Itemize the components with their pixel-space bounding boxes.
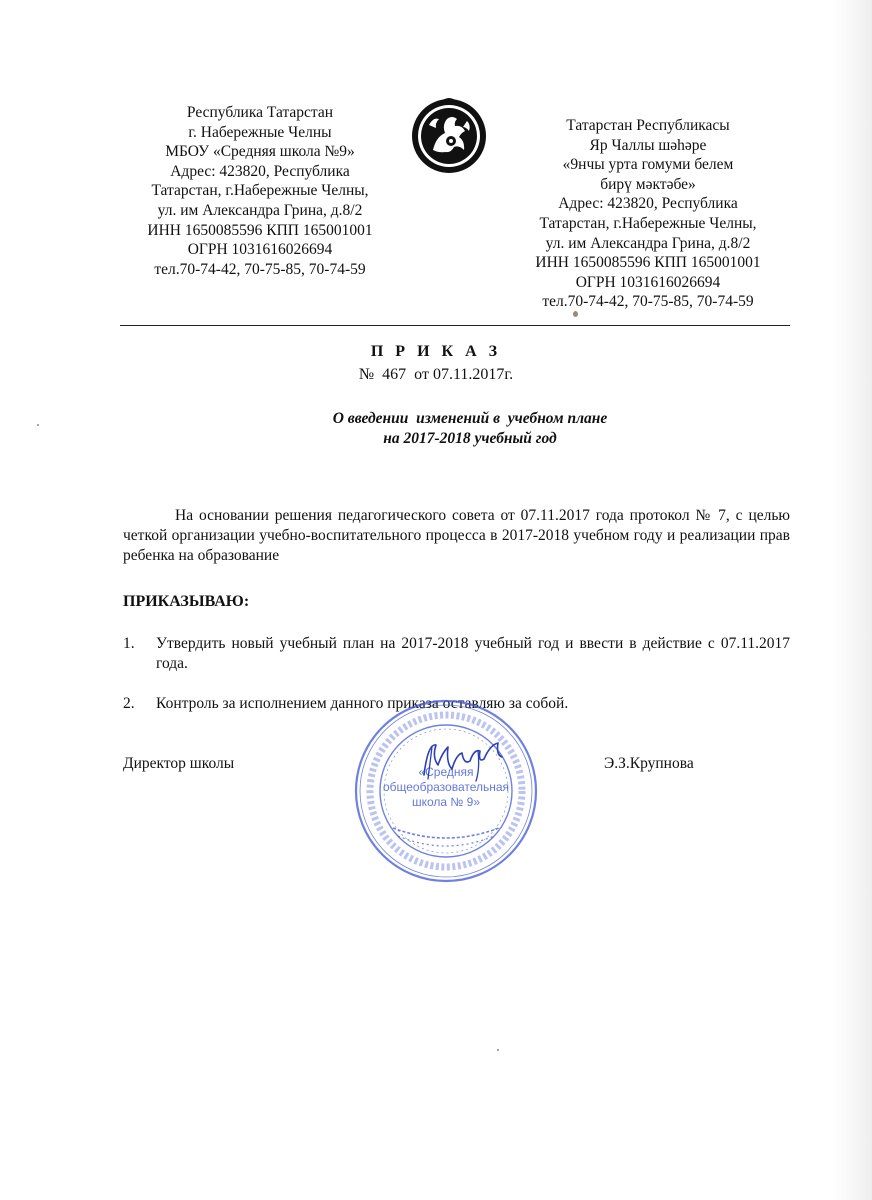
signer-name: Э.З.Крупнова xyxy=(604,755,694,772)
header-right-line: Яр Чаллы шәһәре xyxy=(589,136,707,154)
stamp-line: общеобразовательная xyxy=(382,780,510,794)
order-directive-heading: ПРИКАЗЫВАЮ: xyxy=(123,593,250,610)
header-left-line: Республика Татарстан xyxy=(186,104,334,121)
header-left-line: г. Набережные Челны xyxy=(188,123,332,141)
header-left-line: ул. им Александра Грина, д.8/2 xyxy=(157,201,363,219)
header-left-line: МБОУ «Средняя школа №9» xyxy=(165,143,355,161)
stamp-line: школа № 9» xyxy=(412,795,480,809)
tatarstan-emblem-icon xyxy=(409,95,489,175)
order-number-line: № 467 от 07.11.2017г. xyxy=(358,366,514,383)
header-right-block xyxy=(498,116,798,312)
header-right-line: Татарстан Республикасы xyxy=(566,117,730,134)
signer-role: Директор школы xyxy=(123,755,235,772)
header-right-line: тел.70-74-42, 70-75-85, 70-74-59 xyxy=(542,293,754,311)
stamp-line: «Средняя xyxy=(418,765,474,779)
list-item xyxy=(123,634,790,674)
scan-edge-shadow xyxy=(832,0,872,1200)
scan-speck xyxy=(497,1049,499,1051)
order-basis-paragraph: На основании решения педагогического совета от 07.11.2017 года протокол № 7, с целью четкой организации учебно-воспитательного процесса в 2017-2018 учебном году и реализации прав ребенка на образование xyxy=(123,507,790,564)
order-subject-line: О введении изменений в учебном плане xyxy=(332,410,608,427)
header-right-line: бирү мәктәбе» xyxy=(600,175,696,193)
header-divider xyxy=(120,325,790,326)
header-left-line: Татарстан, г.Набережные Челны, xyxy=(151,182,369,200)
list-item-text: Утвердить новый учебный план на 2017-2018 учебный год и ввести в действие с 07.11.2017 года. xyxy=(156,635,790,672)
header-right-line: ОГРН 1031616026694 xyxy=(575,273,721,291)
list-item-number: 1. xyxy=(123,635,135,652)
scan-speck xyxy=(37,424,39,426)
order-subject xyxy=(260,409,680,449)
handwritten-signature-icon xyxy=(418,735,508,785)
header-left-line: ИНН 1650085596 КПП 165001001 xyxy=(147,221,373,239)
header-right-line: Адрес: 423820, Республика xyxy=(558,195,738,213)
list-item-text: Контроль за исполнением данного приказа оставляю за собой. xyxy=(156,695,569,712)
list-item-number: 2. xyxy=(123,695,135,712)
header-right-line: ул. им Александра Грина, д.8/2 xyxy=(545,234,751,252)
header-right-line: Татарстан, г.Набережные Челны, xyxy=(539,214,757,232)
header-left-line: тел.70-74-42, 70-75-85, 70-74-59 xyxy=(154,260,366,278)
header-left-line: Адрес: 423820, Республика xyxy=(170,162,350,180)
header-right-line: ИНН 1650085596 КПП 165001001 xyxy=(535,254,761,272)
order-subject-line: на 2017-2018 учебный год xyxy=(383,430,557,447)
scan-speck xyxy=(573,311,578,317)
header-left-line: ОГРН 1031616026694 xyxy=(187,241,333,259)
header-left-block xyxy=(110,103,410,279)
order-title: П Р И К А З xyxy=(370,343,502,360)
header-right-line: «9нчы урта гомуми белем xyxy=(562,156,734,174)
